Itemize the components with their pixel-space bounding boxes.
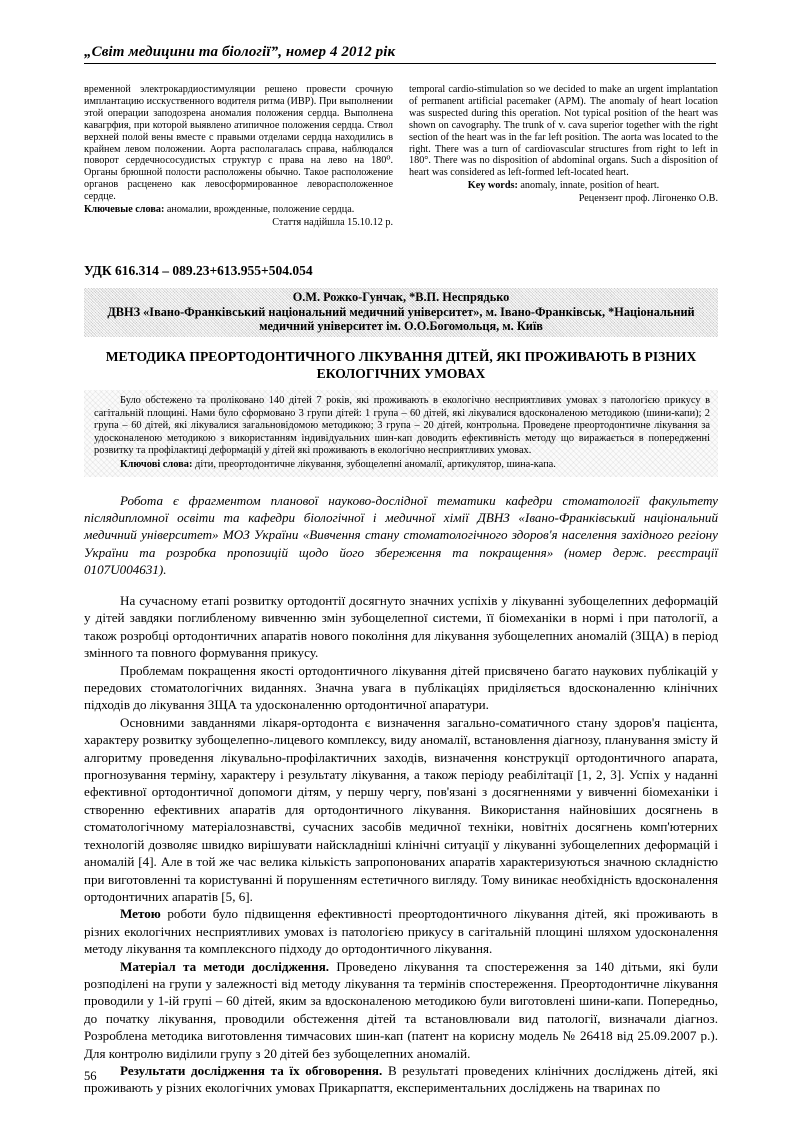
article-title: МЕТОДИКА ПРЕОРТОДОНТИЧНОГО ЛІКУВАННЯ ДІТЕЙ, ЯКІ ПРОЖИВАЮТЬ В РІЗНИХ ЕКОЛОГІЧНИХ УМОВАХ — [105, 349, 697, 381]
body-paragraph — [84, 958, 718, 1062]
reviewer-line: Рецензент проф. Лігоненко О.В. — [578, 193, 718, 205]
funding-note-text: Робота є фрагментом планової науково-дослідної тематики кафедри стоматології факультету післядипломної освіти та кафедри біологічної і медичної хімії ДВНЗ «Івано-Франківський національний медичний університет» МОЗ України «Вивчення стану стоматологічного здоров'я населення західного регіону України та розробка пропозицій щодо його збереження та покращення» (номер держ. реєстрації 0107U004631). — [84, 493, 718, 577]
top-abstract-columns — [84, 84, 718, 229]
affiliation-line-1: ДВНЗ «Івано-Франківський національний медичний університет», м. Івано-Франківськ, *Національний — [107, 304, 695, 319]
ukrainian-keywords-label: Ключові слова: — [120, 458, 193, 470]
page-number: 56 — [84, 1069, 97, 1083]
paragraph-lead: Метою — [120, 906, 161, 922]
udc-code: УДК 616.314 – 089.23+613.955+504.054 — [84, 263, 313, 278]
paragraph-text: Проведено лікування та спостереження за 140 дітьми, які були розподілені на групи у залежності від методу лікування та термінів спостереження. Преортодонтичне лікування проводили у 1-ій групі – 60 дітей, яким за вдосконаленою методикою були виготовлені шини-капи. Попередньо, до початку лікування, проводили обстеження дітей та встановлювали вид патології, визначали діагноз. Розроблена методика виготовлення тимчасових шин-кап (патент на корисну модель № 26418 від 25.09.2007 р.). Для контролю виділили групу з 20 дітей без зубощелепних аномалій. — [84, 958, 718, 1061]
affiliation-line-2: медичний університет ім. О.О.Богомольця, м. Київ — [259, 319, 543, 333]
ukrainian-abstract-block — [84, 390, 718, 477]
paragraph-text: Основними завданнями лікаря-ортодонта є визначення загально-соматичного стану здоров'я пацієнта, характеру розвитку зубощелепно-лицевого комплексу, виду аномалії, встановлення діагнозу, планування змісту й алгоритму проведення лікувально-профілактичних заходів, визначення конструкції ортодонтичного апарата, прогнозування терміну, характеру і результату лікування, а також періоду реабілітації [1, 2, 3]. Успіх у наданні ефективної ортодонтичної допомоги дітям, у першу чергу, пов'язані з досягненнями у вивченні біомеханіки і створенню ефективних апаратів для ортодонтичного лікування. Використання найновіших досягнень в стоматологічному матеріалознавстві, сучасних засобів медичної техніки, новітніх досягнень комп'ютерних технологій дозволяє швидко вирішувати найскладніші клінічні ситуації у лікуванні зубощелепних деформацій і аномалій [4]. Але в той же час велика кількість запропонованих апаратів характеризуються значною складністю при виготовленні та користуванні й порушенням естетичного вигляду. Тому виникає необхідність вдосконалення ортодонтичних апаратів [5, 6]. — [84, 714, 718, 904]
abstract-column-english — [409, 84, 718, 229]
received-date: Стаття надійшла 15.10.12 р. — [272, 216, 393, 228]
ukrainian-keywords-value: діти, преортодонтичне лікування, зубощелепні аномалії, артикулятор, шина-капа. — [192, 458, 556, 470]
body-paragraph — [84, 1062, 718, 1097]
article-body — [84, 592, 718, 1097]
russian-abstract-body: временной электрокардиостимуляции решено провести срочную имплантацию исскуственного водителя ритма (ИВР). При выполнении этой операции заподозрена аномалия положения сердца. Выполнена кавагрфия, при которой выявлено атипичное положения сердца. Ствол верхней полой вены вместе с правыми отделами сердца находились в крайнем левом положении. Аорта располагалась справа, наблюдался поворот сердечнососудистых структур с права на лево на 180⁰. Органы брюшной полости расположены обычно. Такое расположение органов расценено как левосформированное леворасположенное сердце. — [84, 84, 393, 203]
authors-affiliation-band — [84, 288, 718, 337]
russian-keywords-label: Ключевые слова: — [84, 204, 165, 216]
english-keywords — [409, 180, 718, 192]
ukrainian-keywords — [94, 459, 710, 472]
english-keywords-value: anomaly, innate, position of heart. — [517, 180, 660, 192]
abstract-column-russian — [84, 84, 393, 229]
paragraph-text: Проблемам покращення якості ортодонтичного лікування дітей присвячено багато наукових публікацій у передових стоматологічних виданнях. Значна увага в публікаціях приділяється вдосконаленню клінічних підходів до лікування ЗЩА та удосконаленню ортодонтичної апаратури. — [84, 662, 718, 713]
running-head — [84, 44, 716, 64]
paragraph-lead: Результати дослідження та їх обговорення. — [120, 1062, 383, 1078]
running-head-text: „Світ медицини та біології”, номер 4 2012 рік — [84, 44, 396, 60]
ukrainian-abstract-body: Було обстежено та проліковано 140 дітей 7 років, які проживають в екологічно несприятливих умовах з патологією прикусу в сагітальній площині. Нами було сформовано 3 групи дітей: 1 група – 60 дітей, які лікувалися вдосконаленою методикою (шини-капи); 2 група – 60 дітей, які лікувалися загальновідомою методикою; 3 група – 20 дітей, контрольна. Проведене преортодонтичне лікування за удосконаленою методикою з використанням індивідуальних шин-кап доводить ефективність методу що виражається в попередженні розвитку та профілактиці деформацій у дітей які проживають в екологічно несприятливих умовах. — [94, 395, 710, 457]
body-paragraph — [84, 905, 718, 957]
authors-line: О.М. Рожко-Гунчак, *В.П. Неспрядько — [292, 290, 510, 304]
english-abstract-body: temporal cardio-stimulation so we decided to make an urgent implantation of permanent artificial pacemaker (APM). The anomaly of heart location was suspected during this operation. Not typical position of the heart was shown on cavography. The trunk of v. cava superior together with the right section of the heart was in the far left position. The aorta was located to the right. There was a turn of cardiovascular structures from right to left in 180°. There was no disposition of abdominal organs. Such a disposition of heart was considered as left-formed left-located heart. — [409, 84, 718, 179]
paragraph-lead: Матеріал та методи дослідження. — [120, 958, 330, 974]
paragraph-text: роботи було підвищення ефективності преортодонтичного лікування дітей, які проживають в різних екологічних несприятливих умовах із патологією прикусу в сагітальній площині шляхом удосконалення методу лікування та комплексного підходу до ортодонтичного лікування. — [84, 906, 718, 957]
paragraph-text: На сучасному етапі розвитку ортодонтії досягнуто значних успіхів у лікуванні зубощелепних деформацій у дітей завдяки поглибленому вивченню змін зубощелепної системи, її біомеханіки в нормі і при патології, а також розробці ортодонтичних апаратів нового покоління для лікування зубощелепних аномалій (ЗЩА) в період змінного та повного формування прикусу. — [84, 593, 718, 661]
english-keywords-label: Key words: — [467, 180, 518, 192]
russian-keywords — [84, 204, 393, 216]
body-paragraph — [84, 714, 718, 905]
body-paragraph — [84, 662, 718, 714]
russian-keywords-value: аномалии, врожденные, положение сердца. — [164, 204, 355, 216]
paragraph-text: В результаті проведених клінічних досліджень дітей, які проживають у різних екологічних умовах Прикарпаття, експериментальних досліджень на тваринах по — [84, 1062, 718, 1096]
running-head-rule — [84, 63, 716, 64]
body-paragraph — [84, 592, 718, 662]
funding-note-block — [84, 492, 718, 578]
